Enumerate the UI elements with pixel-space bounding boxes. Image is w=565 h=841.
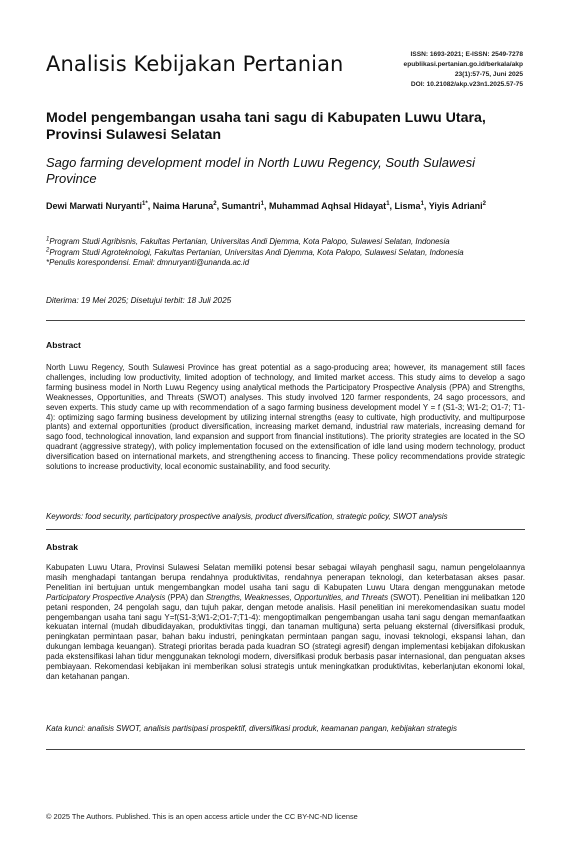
journal-meta [404, 50, 523, 90]
author: Sumantri$^1$ [221, 201, 264, 211]
journal-url[interactable]: epublikasi.pertanian.go.id/berkala/akp [403, 61, 523, 68]
submission-dates: Diterima: 19 Mei 2025; Disetujui terbit: 18 Juli 2025 [46, 296, 232, 305]
corresponding-author: *Penulis korespondensi. Email: dmnuryanti@unanda.ac.id [46, 258, 250, 267]
article-title: Model pengembangan usaha tani sagu di Kabupaten Luwu Utara, Provinsi Sulawesi Selatan [46, 110, 486, 143]
doi[interactable]: DOI: 10.21082/akp.v23n1.2025.57-75 [410, 81, 523, 88]
kata-kunci-label: Kata kunci: [46, 724, 86, 733]
license-footer: © 2025 The Authors. Published. This is an open access article under the CC BY-NC-ND license [46, 812, 358, 821]
affiliation-1: $^1$Program Studi Agribisnis, Fakultas Pertanian, Universitas Andi Djemma, Kota Palopo, Sulawesi Selatan, Indonesia [46, 236, 450, 246]
divider [46, 320, 525, 321]
abstract-heading: Abstract [46, 340, 81, 350]
affiliation-2: $^2$Program Studi Agroteknologi, Fakultas Pertanian, Universitas Andi Djemma, Kota Palopo, Sulawesi Selatan, Indonesia [46, 246, 464, 257]
article-title-english: Sago farming development model in North Luwu Regency, South Sulawesi Province [46, 155, 475, 186]
affiliations [46, 237, 525, 269]
author: Lisma$^1$ [394, 201, 424, 211]
abstrak-heading: Abstrak [46, 542, 78, 552]
divider [46, 529, 525, 530]
author: Naima Haruna$^2$ [152, 201, 217, 211]
abstrak-text: Kabupaten Luwu Utara, Provinsi Sulawesi Selatan memiliki potensi besar sebagai wilayah penghasil sagu, namun pengelolaannya masih menghadapi tantangan berupa rendahnya produktivitas, rendahnya penerapan teknologi, dan keterbatasan akses pasar. Penelitian ini bertujuan untuk mengembangkan model usaha tani sagu di Kabupaten Luwu Utara dengan menggunakan metode Participatory Prospective Analysis (PPA) dan Strengths, Weaknesses, Opportunities, and Threats (SWOT). Penelitian ini melibatkan 120 petani responden, 24 pengolah sagu, dan tujuh pakar, dengan metode analisis. Hasil penelitian ini merekomendasikan suatu model pengembangan usaha tani sagu Y=f(S1-3;W1-2;O1-7;T1-4): mengoptimalkan pengembangan usaha tani sagu dengan memanfaatkan kekuatan internal (mudah dibudidayakan, produktivitas tinggi, dan tanaman multiguna) serta peluang eksternal (diversifikasi produk, peningkatan permintaan pasar, bahan baku industri, peningkatan permintaan pangan sagu, inovasi teknologi, ekspansi lahan, dan dukungan lembaga keuangan). Strategi prioritas berada pada kuadran SO (strategi agresif) dengan implementasi kebijakan difokuskan pada ekstensifikasi lahan tidur menggunakan teknologi modern, diversifikasi produk berbasis pasar internasional, dan penguatan akses pembiayaan. Rekomendasi kebijakan ini memberikan solusi strategis untuk meningkatkan produktivitas, keberlanjutan ekonomi lokal, dan ketahanan pangan. [46, 563, 525, 681]
author: Dewi Marwati Nuryanti$^{1*}$ [46, 201, 148, 211]
journal-name: Analisis Kebijakan Pertanian [46, 52, 344, 76]
abstract-text: North Luwu Regency, South Sulawesi Province has great potential as a sago-producing area; however, its management still faces challenges, including low productivity, limited adoption of technology, and limited market access. This study aims to develop a sago farming business model in North Luwu Regency using analytical methods the Participatory Prospective Analysis (PPA) and Strengths, Weaknesses, Opportunities, and Threats (SWOT) analyses. This study involved 120 farmer respondents, 24 sago processors, and seven experts. This study came up with recommendation of a sago farming business development model Y = f (S1-3; W1-2; O1-7; T1-4): optimizing sago farming business development by utilizing internal strengths (easy to cultivate, high productivity, and multipurpose plants) and external opportunities (product diversification, increasing market demand, industrial raw materials, increasing demand for sago food, technological innovation, land expansion and support from financial institutions). The priority strategies are located in the SO quadrant (aggressive strategy), with policy implementation focused on the extensification of idle land using modern technology, product diversification based on international markets, and strengthening access to financing. These policy recommendations provide strategic solutions to increase productivity, local economic sustainability, and food security. [46, 363, 525, 472]
volume-info: 23(1):57-75, Juni 2025 [454, 71, 523, 78]
divider [46, 749, 525, 750]
abstrak-keywords: Kata kunci: analisis SWOT, analisis partisipasi prospektif, diversifikasi produk, keamanan pangan, kebijakan strategis [46, 724, 457, 733]
keywords-label: Keywords: [46, 512, 84, 521]
issn: ISSN: 1693-2021; E-ISSN: 2549-7278 [410, 51, 523, 58]
author-list: Dewi Marwati Nuryanti$^{1*}$, Naima Haruna$^2$, Sumantri$^1$, Muhammad Aqhsal Hidayat$^1$, Lisma$^1$, Yiyis Adriani$^2$ [46, 201, 486, 211]
abstract-keywords: Keywords: food security, participatory prospective analysis, product diversification, strategic policy, SWOT analysis [46, 512, 448, 521]
journal-header [46, 46, 523, 96]
author: Yiyis Adriani$^2$ [428, 201, 486, 211]
author: Muhammad Aqhsal Hidayat$^1$ [268, 201, 390, 211]
